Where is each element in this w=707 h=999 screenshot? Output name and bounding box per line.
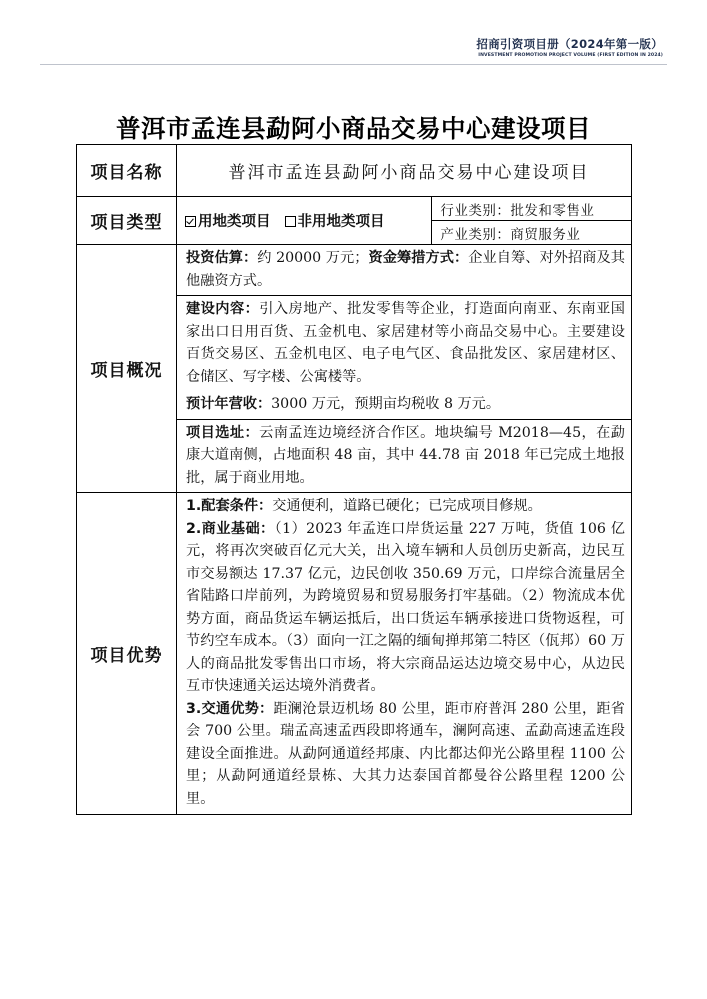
project-name-value: 普洱市孟连县勐阿小商品交易中心建设项目 [177,145,632,197]
header-subtitle: INVESTMENT PROMOTION PROJECT VOLUME (FIRST EDITION IN 2024) [478,53,663,58]
revenue-label: 预计年营收： [186,396,272,412]
advantages-label: 项目优势 [77,493,177,815]
header-divider [40,64,667,65]
funding-text: 企业自筹、对外招商及其他融资方式。 [186,250,625,289]
advantage-item-2 [186,518,625,698]
row-project-type [77,197,632,221]
overview-construction [177,296,632,392]
header-brand: 招商引资项目册（2024年第一版） [476,37,663,51]
sector-category [432,221,632,245]
industry-value: 批发和零售业 [510,202,595,219]
non-land-project-checkbox-icon [285,216,296,227]
non-land-project-option: 非用地类项目 [297,214,385,230]
advantage-item-1 [186,495,625,518]
advantage-2-label: 2.商业基础： [186,520,275,537]
land-project-option: 用地类项目 [198,214,271,230]
project-type-options [177,197,432,245]
industry-category [432,197,632,221]
project-type-label: 项目类型 [77,197,177,245]
overview-site [177,419,632,493]
project-table [76,144,632,815]
advantage-1-label: 1.配套条件： [186,498,273,514]
row-project-name [77,145,632,197]
advantage-1-text: 交通便利，道路已硬化；已完成项目修规。 [272,498,542,514]
land-project-checkbox-icon [185,216,196,227]
revenue-text: 3000 万元，预期亩均税收 8 万元。 [271,396,501,412]
construction-label: 建设内容： [186,301,260,317]
industry-label: 行业类别： [440,202,511,219]
investment-text: 约 20000 万元； [257,250,369,266]
project-name-label: 项目名称 [77,145,177,197]
overview-label: 项目概况 [77,245,177,493]
sector-label: 产业类别： [440,226,511,243]
sector-value: 商贸服务业 [510,226,581,243]
advantage-3-text: 距澜沧景迈机场 80 公里，距市府普洱 280 公里，距省会 700 公里。瑞孟高速孟西段即将通车，澜阿高速、孟勐高速孟连段建设全面推进。从勐阿通道经邦康、内比都达仰光公路里程 1100 公里；从勐阿通道经景栋、大其力达泰国首都曼谷公路里程 1200 公里。 [186,700,625,807]
site-text: 云南孟连边境经济合作区。地块编号 M2018—45，在勐康大道南侧，占地面积 48 亩，其中 44.78 亩 2018 年已完成土地报批，属于商业用地。 [186,424,625,486]
overview-revenue [177,391,632,419]
construction-text: 引入房地产、批发零售等企业，打造面向南亚、东南亚国家出口日用百货、五金机电、家居建材等小商品交易中心。主要建设百货交易区、五金机电区、电子电气区、食品批发区、家居建材区、仓储区、写字楼、公寓楼等。 [186,301,625,385]
page-header [476,36,663,58]
row-overview-investment [77,245,632,296]
overview-investment [177,245,632,296]
advantages-content [177,493,632,815]
advantage-item-3 [186,698,625,811]
page-title: 普洱市孟连县勐阿小商品交易中心建设项目 [116,114,591,143]
row-advantages [77,493,632,815]
site-label: 项目选址： [186,424,260,441]
advantage-2-text: （1）2023 年孟连口岸货运量 227 万吨，货值 106 亿元，将再次突破百亿元大关，出入境车辆和人员创历史新高，边民互市交易额达 17.37 亿元，边民创收 350.69 万元，口岸综合流量居全省陆路口岸前列，为跨境贸易和贸易服务打牢基础。（2）物流成本优势方面，商品货运车辆运抵后，出口货运车辆承接进口货物返程，可节约空车成本。（3）面向一江之隔的缅甸掸邦第二特区（佤邦）60 万人的商品批发零售出口市场，将大宗商品运达边境交易中心，从边民互市快速通关运达境外消费者。 [186,520,625,694]
funding-label: 资金筹措方式： [368,250,469,266]
investment-label: 投资估算： [186,250,258,266]
advantage-3-label: 3.交通优势： [186,700,274,717]
